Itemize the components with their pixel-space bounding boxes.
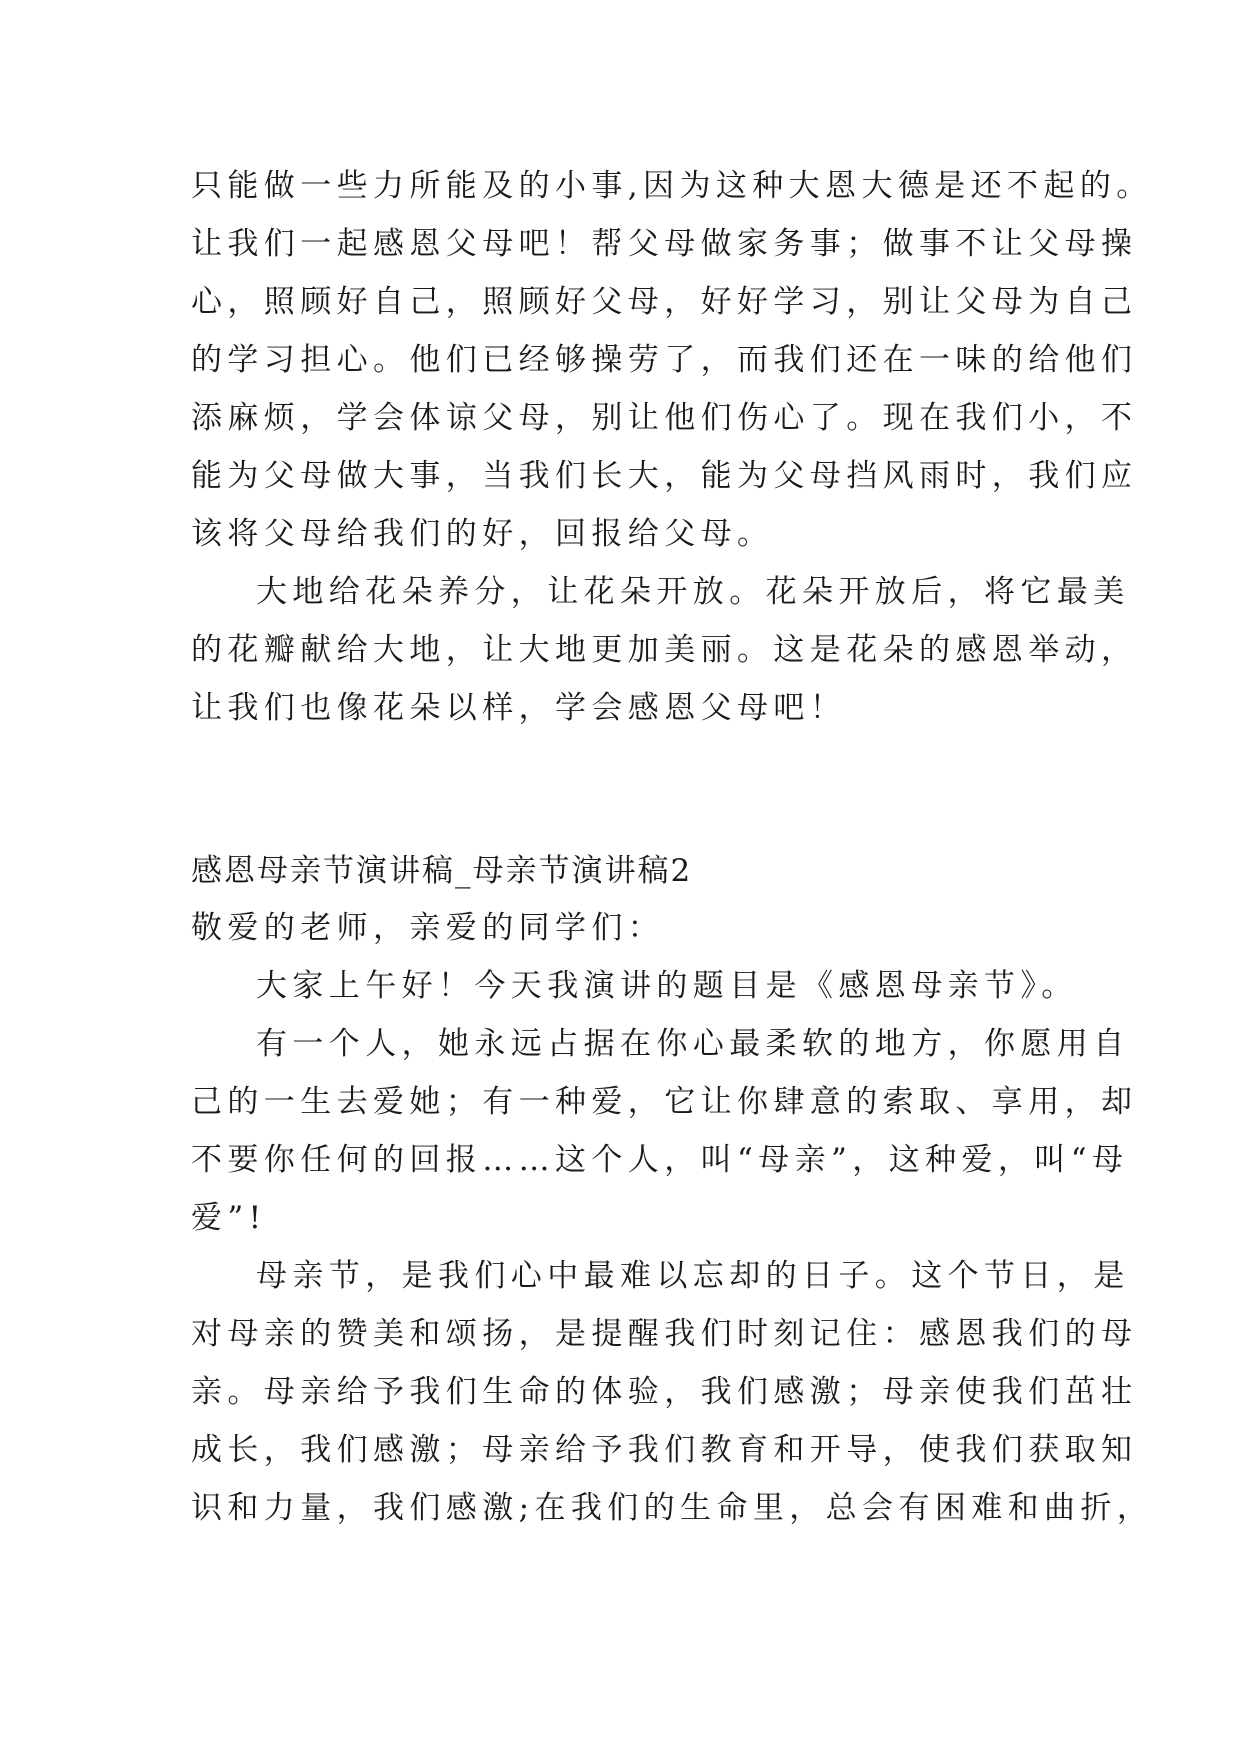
text-line: 让我们一起感恩父母吧！帮父母做家务事；做事不让父母操 <box>191 226 1138 262</box>
text-line: 亲。母亲给予我们生命的体验，我们感激；母亲使我们茁壮 <box>191 1374 1138 1410</box>
text-line: 大地给花朵养分，让花朵开放。花朵开放后，将它最美 <box>256 574 1130 610</box>
text-line: 有一个人，她永远占据在你心最柔软的地方，你愿用自 <box>256 1026 1130 1062</box>
text-line: 对母亲的赞美和颂扬，是提醒我们时刻记住：感恩我们的母 <box>191 1316 1138 1352</box>
text-line: 能为父母做大事，当我们长大，能为父母挡风雨时，我们应 <box>191 458 1138 494</box>
text-line: 母亲节，是我们心中最难以忘却的日子。这个节日，是 <box>256 1258 1130 1294</box>
text-line: 的学习担心。他们已经够操劳了，而我们还在一味的给他们 <box>191 342 1138 378</box>
text-line: 爱”! <box>191 1200 267 1236</box>
text-line: 心，照顾好自己，照顾好父母，好好学习，别让父母为自己 <box>191 284 1138 320</box>
text-line: 不要你任何的回报……这个人，叫“母亲”，这种爱，叫“母 <box>191 1142 1129 1178</box>
text-line: 识和力量，我们感激;在我们的生命里，总会有困难和曲折， <box>191 1490 1154 1526</box>
text-line: 成长，我们感激；母亲给予我们教育和开导，使我们获取知 <box>191 1432 1138 1468</box>
text-line: 让我们也像花朵以样，学会感恩父母吧！ <box>191 690 847 726</box>
text-line: 该将父母给我们的好，回报给父母。 <box>191 516 774 552</box>
text-line: 只能做一些力所能及的小事,因为这种大恩大德是还不起的。 <box>191 168 1153 204</box>
text-line: 己的一生去爱她；有一种爱，它让你肆意的索取、享用，却 <box>191 1084 1138 1120</box>
salutation: 敬爱的老师，亲爱的同学们： <box>191 910 665 946</box>
text-line: 的花瓣献给大地，让大地更加美丽。这是花朵的感恩举动， <box>191 632 1138 668</box>
text-line: 添麻烦，学会体谅父母，别让他们伤心了。现在我们小，不 <box>191 400 1138 436</box>
section-title: 感恩母亲节演讲稿_母亲节演讲稿2 <box>191 853 693 889</box>
text-line: 大家上午好！今天我演讲的题目是《感恩母亲节》。 <box>256 968 1078 1004</box>
